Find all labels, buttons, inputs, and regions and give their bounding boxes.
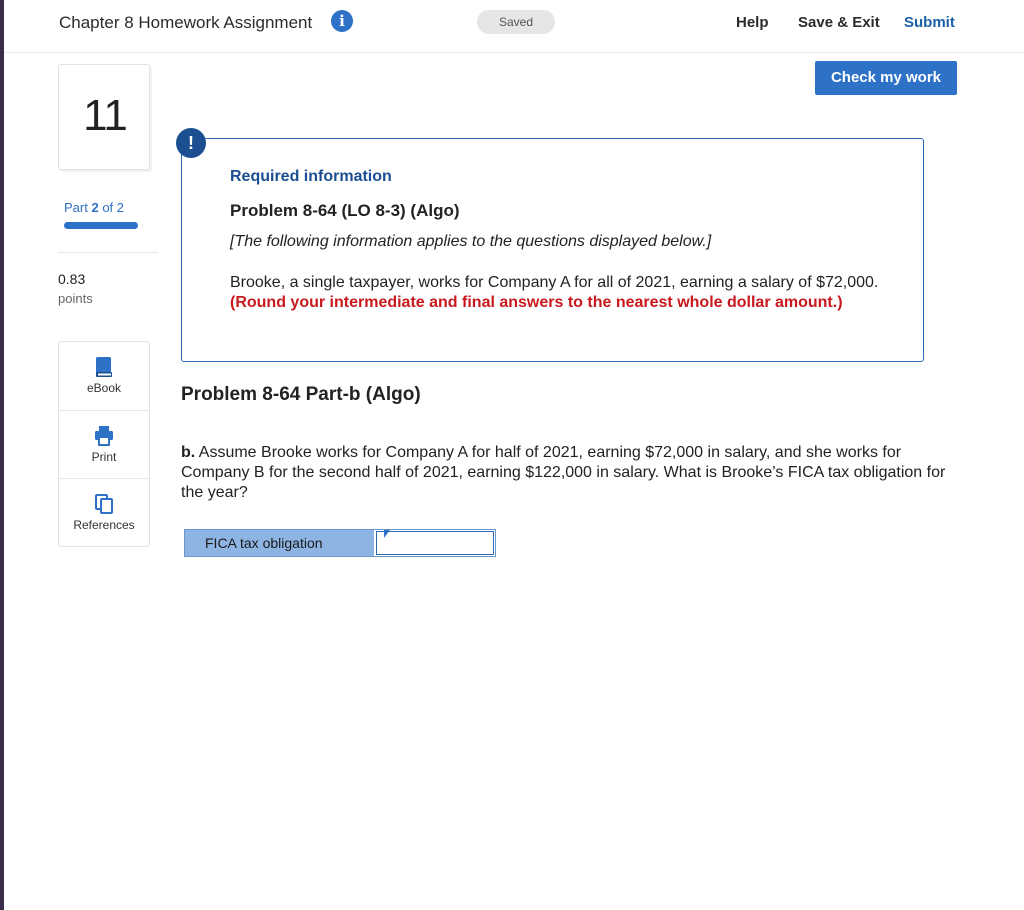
part-indicator (64, 200, 124, 215)
problem-paragraph (230, 273, 900, 313)
part-b-question (181, 443, 961, 503)
submit-link[interactable]: Submit (904, 14, 955, 31)
question-number: 11 (83, 91, 127, 140)
input-flag-marker (384, 530, 390, 538)
tools-panel (58, 341, 150, 547)
part-progress-fill (64, 222, 138, 229)
question-number-card (58, 64, 150, 170)
ebook-label: eBook (86, 381, 122, 395)
help-link[interactable]: Help (736, 14, 769, 31)
problem-paragraph-text: Brooke, a single taxpayer, works for Company A for all of 2021, earning a salary of $72,000. (230, 274, 879, 291)
book-icon (92, 355, 116, 379)
part-b-title: Problem 8-64 Part-b (Algo) (181, 384, 421, 405)
printer-icon (92, 424, 116, 448)
saved-status-badge: Saved (477, 10, 555, 34)
references-button[interactable] (59, 478, 149, 547)
part-current: 2 (91, 200, 99, 215)
part-total: 2 (116, 200, 125, 215)
info-icon[interactable]: i (331, 10, 353, 32)
fica-tax-input[interactable] (376, 531, 494, 555)
rounding-instruction: (Round your intermediate and final answers to the nearest whole dollar amount.) (230, 294, 843, 311)
check-my-work-button[interactable]: Check my work (815, 61, 957, 95)
points-value: 0.83 (58, 271, 86, 287)
alert-icon: ! (176, 128, 206, 158)
part-progress-bar (64, 222, 138, 229)
question-prefix: b. (181, 444, 196, 461)
part-sep: of (102, 200, 114, 215)
print-button[interactable] (59, 410, 149, 479)
window-edge (0, 0, 4, 910)
print-label: Print (91, 450, 117, 464)
answer-row (184, 529, 496, 557)
header-bar (4, 0, 1024, 53)
question-text: Assume Brooke works for Company A for half of 2021, earning $72,000 in salary, and she works for Company B for the second half of 2021, earning $122,000 in salary. What is Brooke’s FICA tax obligation for the year? (181, 444, 946, 501)
applies-note: [The following information applies to the questions displayed below.] (230, 233, 712, 250)
required-information-box (181, 138, 924, 362)
problem-title: Problem 8-64 (LO 8-3) (Algo) (230, 201, 460, 220)
part-prefix: Part (64, 200, 88, 215)
assignment-title: Chapter 8 Homework Assignment (59, 13, 313, 32)
references-icon (92, 492, 116, 516)
references-label: References (73, 518, 135, 532)
ebook-button[interactable] (59, 342, 149, 410)
save-exit-link[interactable]: Save & Exit (798, 14, 880, 31)
required-info-title: Required information (230, 168, 392, 185)
divider (58, 252, 158, 253)
points-label: points (58, 291, 93, 306)
fica-tax-label: FICA tax obligation (185, 530, 374, 556)
